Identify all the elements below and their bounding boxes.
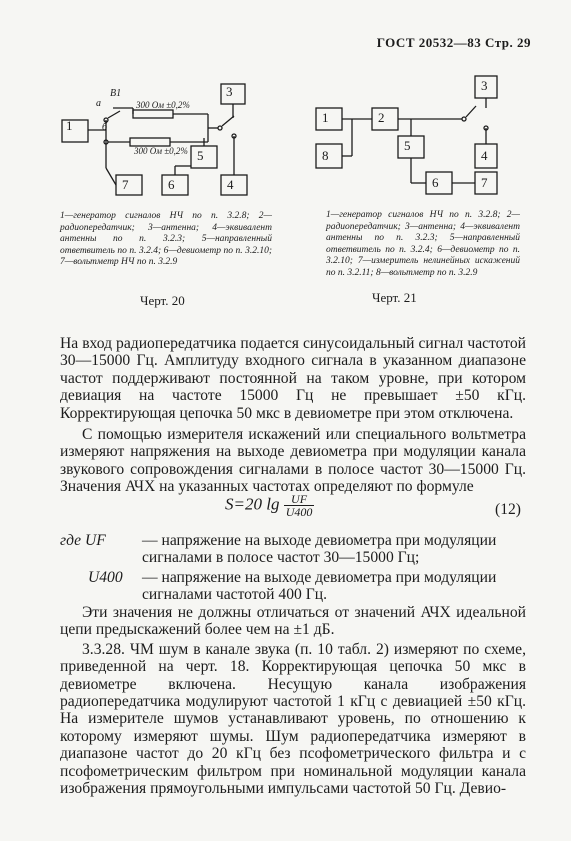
formula-fraction xyxy=(284,493,315,518)
where-text-2: — напряжение на выходе девиометра при модуляции сигналами частотой 400 Гц. xyxy=(142,568,497,604)
where-item-2 xyxy=(60,569,526,604)
fig20-block-3: 3 xyxy=(226,84,233,99)
paragraph-4: 3.3.28. ЧМ шум в канале звука (п. 10 табл. 2) измеряют по схеме, приведенной на черт. 18. Корректирующая цепочка 50 мкс в девиометре включена. Несущую канала изображения радиопередатчика модулируют частотой 1 кГц с девиацией ±50 кГц. На измерителе шумов устанавливают уровень, по отношению к которому измеряют шумы. Шум радиопередатчика измеряют в диапазоне частот до 20 кГц без псофометрического фильтра и с псофометрическим фильтром при номинальной модуляции канала изображения прямоугольными импульсами частотой 50 Гц. Девио- xyxy=(60,640,526,798)
where-term-1: где UF xyxy=(60,532,106,549)
fig20-switch-label: В1 xyxy=(110,88,122,99)
page-header: ГОСТ 20532—83 Стр. 29 xyxy=(376,35,531,50)
fig21-block-2: 2 xyxy=(378,110,385,125)
fig20-pin-b: б xyxy=(102,122,108,133)
formula-denominator: U400 xyxy=(285,505,313,519)
formula-lhs: S=20 lg xyxy=(225,494,280,514)
paragraph-2: С помощью измерителя искажений или специального вольтметра измеряют напряжения на выходе девиометра при модуляции канала звукового сопровождения сигналами в полосе частот 30—15000 Гц. Значения АЧХ на указанных частотах определяют по формуле xyxy=(60,426,526,496)
fig20-block-5: 5 xyxy=(197,148,204,163)
fig20-resistor-2: 300 Ом ±0,2% xyxy=(134,146,188,156)
fig20-block-4: 4 xyxy=(227,177,234,192)
where-term-2: U400 xyxy=(88,568,123,586)
fig21-caption: 1—генератор сигналов НЧ по п. 3.2.8; 2—радиопередатчик; 3—антенна; 4—эквивалент антенны по п. 3.2.3; 5—направленный ответвитель по п. 3.2.4; 6—девиометр по п. 3.2.10; 7—измеритель нелинейных искажений по п. 3.2.11; 8—вольтметр по п. 3.2.9 xyxy=(326,210,520,278)
fig20-resistor-1: 300 Ом ±0,2% xyxy=(136,100,190,110)
fig20-title: Черт. 20 xyxy=(140,293,185,308)
fig21-block-5: 5 xyxy=(404,138,411,153)
fig21-block-4: 4 xyxy=(481,148,488,163)
fig20-pin-a: а xyxy=(96,98,101,109)
fig21-block-3: 3 xyxy=(481,78,488,93)
where-text-1: — напряжение на выходе девиометра при модуляции сигналами в полосе частот 30—15000 Гц; xyxy=(142,532,497,567)
paragraph-3: Эти значения не должны отличаться от значений АЧХ идеальной цепи предыскажений более чем на ±1 дБ. xyxy=(60,604,526,639)
text-block-1 xyxy=(60,335,526,496)
fig20-block-6: 6 xyxy=(168,177,175,192)
fig21-title: Черт. 21 xyxy=(372,290,417,305)
fig21-block-8: 8 xyxy=(322,148,329,163)
formula-12 xyxy=(225,493,314,518)
formula-number: (12) xyxy=(495,501,521,518)
formula-numerator: UF xyxy=(284,493,315,506)
fig21-block-6: 6 xyxy=(432,175,439,190)
paragraph-1: На вход радиопередатчика подается синусоидальный сигнал частотой 30—15000 Гц. Амплитуду входного сигнала в указанном диапазоне частот поддерживают постоянной на таком уровне, при котором девиация на частоте 15000 Гц не превышает ±50 кГц. Корректирующая цепочка 50 мкс в девиометре при этом отключена. xyxy=(60,335,526,422)
fig21-block-7: 7 xyxy=(481,175,488,190)
where-item-1 xyxy=(60,532,526,567)
text-block-2 xyxy=(60,604,526,797)
fig20-block-1: 1 xyxy=(66,118,73,133)
fig21-block-1: 1 xyxy=(322,110,329,125)
where-block xyxy=(60,532,526,604)
fig20-caption: 1—генератор сигналов НЧ по п. 3.2.8; 2—радиопередатчик; 3—антенна; 4—эквивалент антенны по п. 3.2.3; 5—направленный ответвитель по п. 3.2.4; 6—девиометр по п. 3.2.10; 7—вольтметр НЧ по п. 3.2.9 xyxy=(60,211,272,267)
fig20-block-7: 7 xyxy=(122,177,129,192)
